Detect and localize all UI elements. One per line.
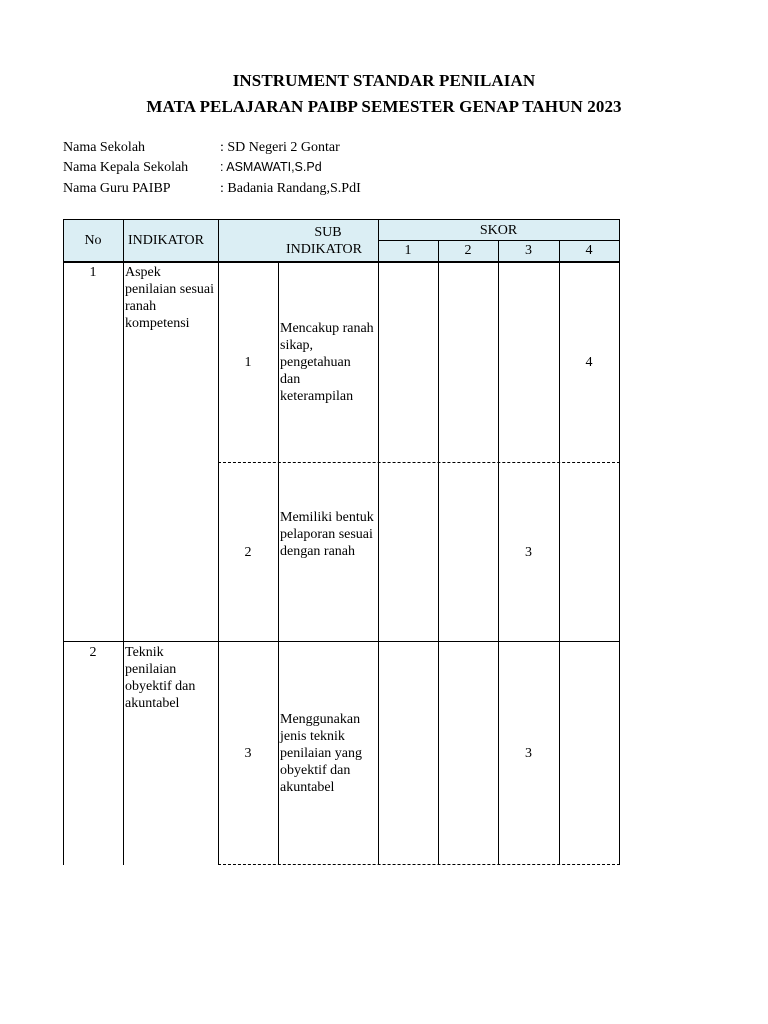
col-divider-indikator: [218, 219, 219, 865]
col-divider-skor3: [559, 240, 560, 865]
document-title-line1: INSTRUMENT STANDAR PENILAIAN: [232, 71, 536, 90]
col-divider-skor1: [438, 240, 439, 865]
sub1-number: 1: [244, 355, 252, 370]
table-border-top: [63, 219, 620, 220]
header-skor-3: 3: [525, 243, 532, 258]
info-principal-value: : ASMAWATI,S.Pd: [220, 160, 322, 174]
sub2-number: 2: [244, 545, 252, 560]
header-skor-2: 2: [464, 243, 472, 258]
row2-no: 2: [89, 645, 97, 660]
col-divider-subtext: [378, 219, 379, 865]
header-bottom-border: [63, 261, 620, 263]
header-sub-line1: SUB: [314, 225, 342, 240]
table-border-left: [63, 219, 64, 865]
row-divider: [63, 641, 620, 642]
sub3-number: 3: [244, 746, 252, 761]
sub3-text: Menggunakan jenis teknik penilaian yang obyektif dan akuntabel: [280, 712, 363, 795]
info-teacher-label: Nama Guru PAIBP: [63, 181, 171, 196]
col-divider-subnum: [278, 262, 279, 865]
sub1-text: Mencakup ranah sikap, pengetahuan dan keterampilan: [280, 321, 374, 404]
info-teacher-value: : Badania Randang,S.PdI: [220, 181, 361, 196]
document-title-line2: MATA PELAJARAN PAIBP SEMESTER GENAP TAHUN 2023: [146, 97, 622, 116]
row1-indikator: Aspek penilaian sesuai ranah kompetensi: [125, 265, 215, 331]
info-school-label: Nama Sekolah: [63, 140, 146, 155]
header-sub-line2: INDIKATOR: [286, 242, 362, 257]
sub3-score: 3: [525, 746, 532, 761]
info-school-value: : SD Negeri 2 Gontar: [220, 140, 340, 155]
header-no: No: [84, 233, 102, 248]
sub2-score: 3: [525, 545, 532, 560]
header-skor: SKOR: [479, 223, 518, 238]
skor-header-divider: [378, 240, 620, 241]
row1-no: 1: [89, 265, 97, 280]
info-principal-label: Nama Kepala Sekolah: [63, 160, 189, 175]
sub1-score: 4: [585, 355, 593, 370]
header-skor-1: 1: [404, 243, 412, 258]
header-indikator: INDIKATOR: [128, 233, 204, 248]
header-skor-4: 4: [585, 243, 593, 258]
row2-indikator: Teknik penilaian obyektif dan akuntabel: [125, 645, 196, 711]
col-divider-no: [123, 219, 124, 865]
sub2-text: Memiliki bentuk pelaporan sesuai dengan ranah: [280, 510, 374, 559]
table-border-right: [619, 219, 620, 865]
